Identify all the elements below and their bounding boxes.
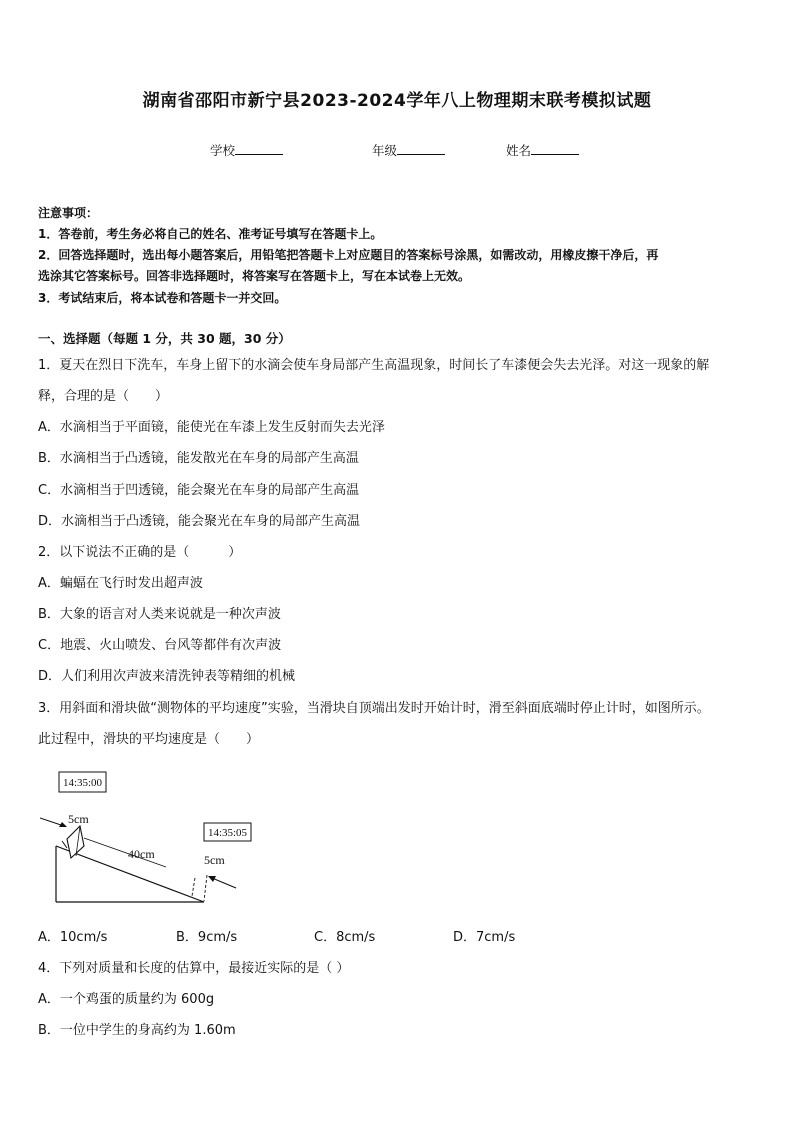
q2-option-b: B．大象的语言对人类来说就是一种次声波 — [38, 607, 281, 622]
name-field — [506, 141, 579, 159]
q1-option-c: C．水滴相当于凹透镜，能会聚光在车身的局部产生高温 — [38, 483, 360, 498]
slider-block-top-face — [62, 841, 67, 848]
school-blank — [235, 142, 283, 155]
q3-stem-line1: 3．用斜面和滑块做“测物体的平均速度”实验，当滑块自顶端出发时开始计时，滑至斜面底端时停止计时，如图所示。 — [38, 701, 710, 716]
q2-option-a: A．蝙蝠在飞行时发出超声波 — [38, 576, 203, 591]
section-heading: 一、选择题（每题 1 分，共 30 题，30 分） — [38, 331, 291, 346]
q3-option-d: D．7cm/s — [453, 930, 516, 945]
q4-option-a: A．一个鸡蛋的质量约为 600g — [38, 992, 215, 1007]
exam-title: 湖南省邵阳市新宁县2023-2024学年八上物理期末联考模拟试题 — [142, 91, 652, 111]
slider-bottom-dash1 — [192, 878, 195, 896]
slider-bottom-dash2 — [204, 875, 207, 901]
q1-option-a: A．水滴相当于平面镜，能使光在车漆上发生反射而失去光泽 — [38, 420, 385, 435]
q3-option-b: B．9cm/s — [176, 930, 238, 945]
grade-blank — [397, 142, 445, 155]
label-5cm-bottom: 5cm — [204, 853, 225, 867]
arrow-bottom-line — [212, 878, 236, 888]
note-item: 1．答卷前，考生务必将自己的姓名、准考证号填写在答题卡上。 — [38, 227, 383, 241]
q2-option-d: D．人们利用次声波来清洗钟表等精细的机械 — [38, 669, 296, 684]
q2-stem: 2．以下说法不正确的是（ ） — [38, 545, 242, 560]
q2-option-c: C．地震、火山喷发、台风等都伴有次声波 — [38, 638, 282, 653]
notes-heading: 注意事项： — [38, 206, 99, 220]
label-5cm-top: 5cm — [68, 812, 89, 826]
q4-option-b: B．一位中学生的身高约为 1.60m — [38, 1023, 236, 1038]
q1-option-b: B．水滴相当于凸透镜，能发散光在车身的局部产生高温 — [38, 451, 359, 466]
note-item: 3．考试结束后，将本试卷和答题卡一并交回。 — [38, 291, 287, 305]
note-item: 选涂其它答案标号。回答非选择题时，将答案写在答题卡上，写在本试卷上无效。 — [38, 269, 471, 283]
name-label: 姓名 — [506, 143, 532, 158]
name-blank — [531, 142, 579, 155]
incline-figure — [40, 768, 280, 918]
grade-field — [372, 141, 445, 159]
note-item: 2．回答选择题时，选出每小题答案后，用铅笔把答题卡上对应题目的答案标号涂黑，如需改动，用橡皮擦干净后，再 — [38, 248, 659, 262]
label-40cm: 40cm — [128, 847, 155, 861]
timer-end-label: 14:35:05 — [207, 827, 248, 839]
school-field — [210, 141, 283, 159]
grade-label: 年级 — [372, 143, 398, 158]
q4-stem: 4．下列对质量和长度的估算中，最接近实际的是（ ） — [38, 961, 350, 976]
q1-stem-line2: 释，合理的是（ ） — [38, 389, 169, 404]
timer-start-label: 14:35:00 — [62, 777, 103, 789]
q3-stem-line2: 此过程中，滑块的平均速度是（ ） — [38, 732, 260, 747]
q1-stem-line1: 1．夏天在烈日下洗车，车身上留下的水滴会使车身局部产生高温现象，时间长了车漆便会失去光泽。对这一现象的解 — [38, 358, 710, 373]
q1-option-d: D．水滴相当于凸透镜，能会聚光在车身的局部产生高温 — [38, 514, 361, 529]
slider-block-top — [67, 826, 84, 858]
school-label: 学校 — [210, 143, 236, 158]
q3-option-c: C．8cm/s — [314, 930, 376, 945]
q3-option-a: A．10cm/s — [38, 930, 108, 945]
